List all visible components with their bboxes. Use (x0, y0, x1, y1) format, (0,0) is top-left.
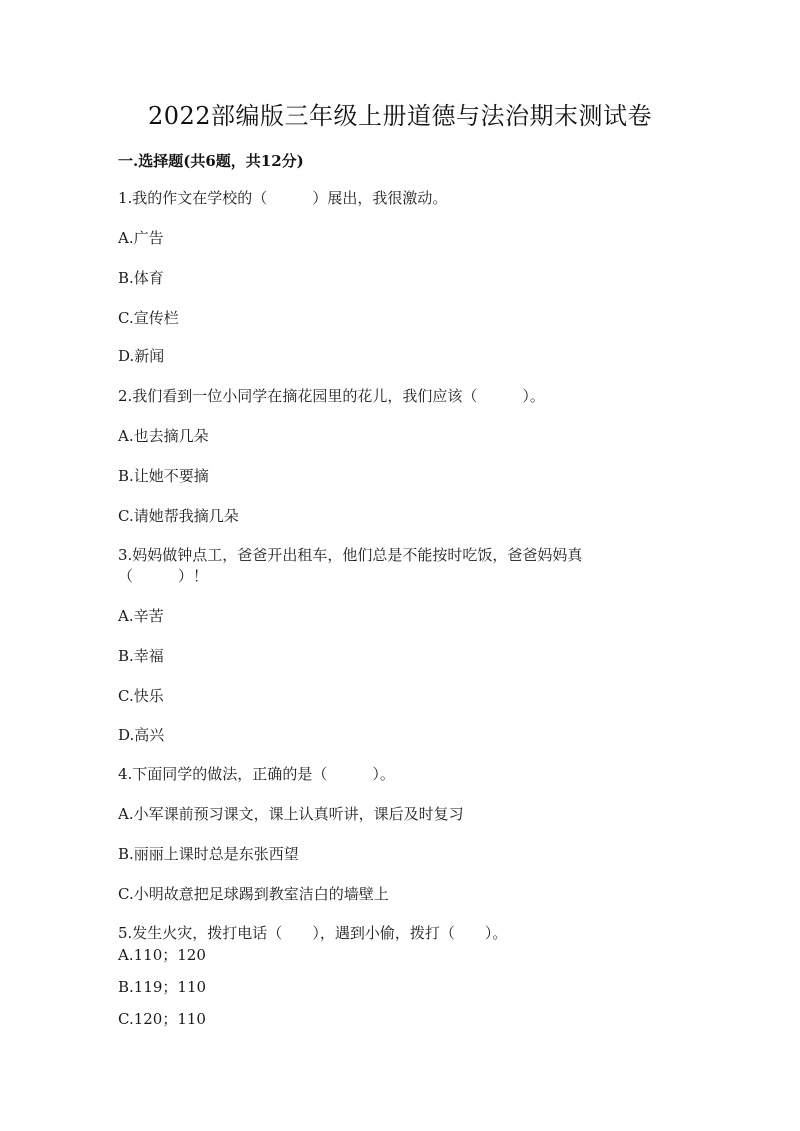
question-3-option-d: D.高兴 (118, 726, 165, 744)
question-5-option-c: C.120；110 (118, 1010, 206, 1028)
question-5-option-a: A.110；120 (118, 946, 206, 964)
question-4-stem: 4.下面同学的做法，正确的是（ ）。 (118, 765, 395, 783)
question-4-option-b: B.丽丽上课时总是东张西望 (118, 845, 299, 863)
question-2-option-b: B.让她不要摘 (118, 467, 209, 485)
question-2-option-a: A.也去摘几朵 (118, 427, 209, 445)
question-5-stem: 5.发生火灾，拨打电话（ ），遇到小偷，拨打（ ）。 (118, 924, 508, 942)
question-3-option-c: C.快乐 (118, 687, 164, 705)
question-3-option-b: B.幸福 (118, 647, 164, 665)
question-1-option-d: D.新闻 (118, 347, 165, 365)
question-1-option-b: B.体育 (118, 269, 164, 287)
page-title: 2022部编版三年级上册道德与法治期末测试卷 (147, 102, 653, 130)
question-3-stem-line-2: （ ）！ (118, 567, 209, 585)
question-4-option-c: C.小明故意把足球踢到教室洁白的墙壁上 (118, 885, 389, 903)
question-1-option-a: A.广告 (118, 229, 164, 247)
question-4-option-a: A.小军课前预习课文，课上认真听讲，课后及时复习 (118, 805, 464, 823)
question-3-stem-line-1: 3.妈妈做钟点工，爸爸开出租车，他们总是不能按时吃饭，爸爸妈妈真 (118, 546, 583, 564)
question-2-stem: 2.我们看到一位小同学在摘花园里的花儿，我们应该（ ）。 (118, 387, 545, 405)
section-heading: 一.选择题(共6题，共12分) (118, 152, 304, 170)
question-2-option-c: C.请她帮我摘几朵 (118, 507, 239, 525)
question-1-stem: 1.我的作文在学校的（ ）展出，我很激动。 (118, 189, 448, 207)
question-1-option-c: C.宣传栏 (118, 309, 179, 327)
question-3-option-a: A.辛苦 (118, 607, 164, 625)
question-5-option-b: B.119；110 (118, 978, 207, 996)
